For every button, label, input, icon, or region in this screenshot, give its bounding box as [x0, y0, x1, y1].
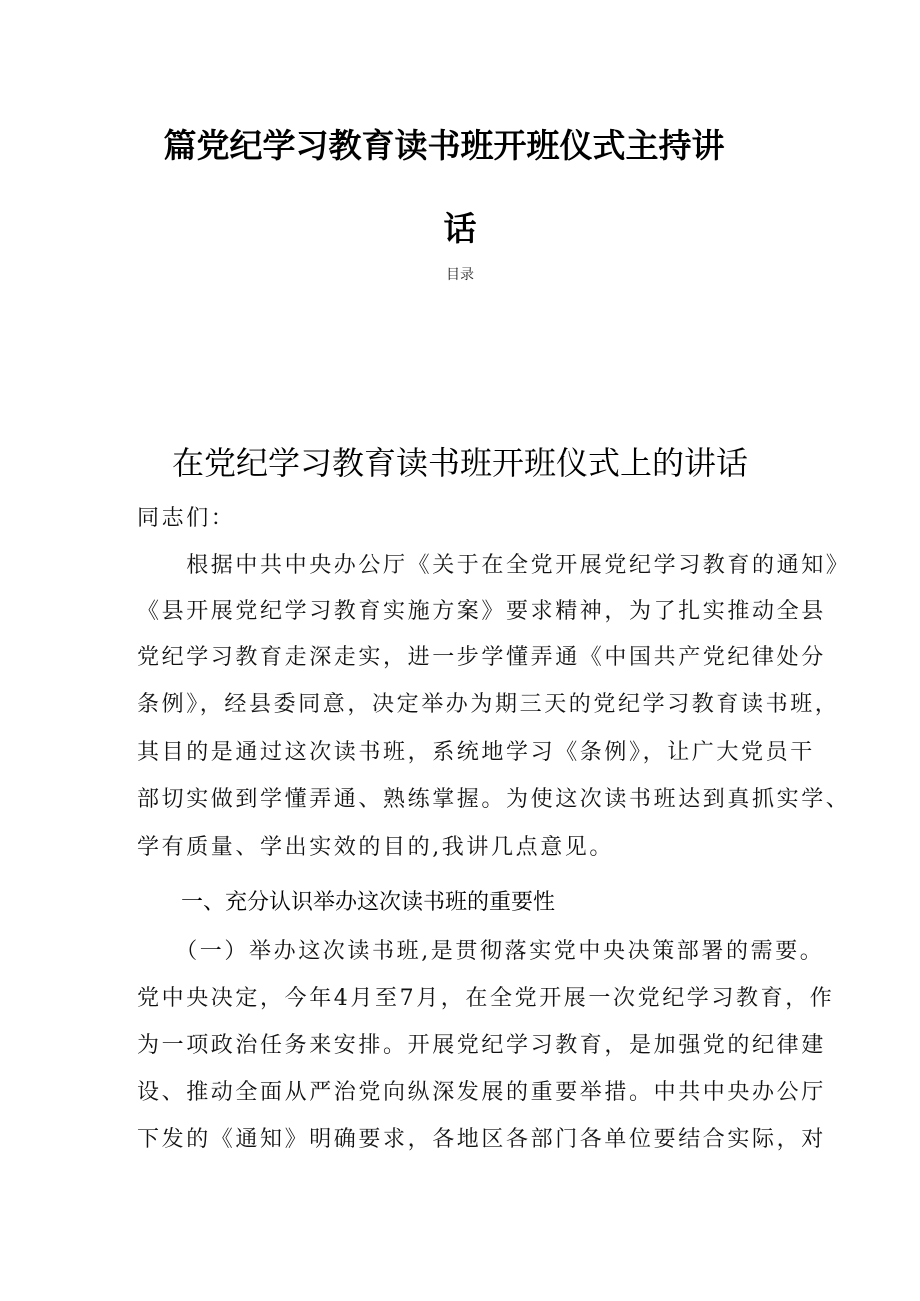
- paragraph-1-line: 学有质量、学出实效的目的,我讲几点意见。: [137, 835, 614, 860]
- paragraph-1-line: 《县开展党纪学习教育实施方案》要求精神，为了扎实推动全县: [137, 599, 826, 624]
- document-title-line-1: 篇党纪学习教育读书班开班仪式主持讲: [163, 126, 725, 165]
- paragraph-1-line: 根据中共中央办公厅《关于在全党开展党纪学习教育的通知》: [137, 553, 851, 578]
- speech-title: 在党纪学习教育读书班开班仪式上的讲话: [171, 444, 748, 482]
- paragraph-1-line: 条例》，经县委同意，决定举办为期三天的党纪学习教育读书班，: [137, 692, 840, 717]
- document-title-line-2: 话: [443, 209, 477, 248]
- paragraph-2-line: 为一项政治任务来安排。开展党纪学习教育，是加强党的纪律建: [137, 1033, 826, 1058]
- salutation: 同志们：: [137, 506, 236, 531]
- table-of-contents-label: 目录: [446, 267, 474, 283]
- paragraph-1-line: 其目的是通过这次读书班，系统地学习《条例》，让广大党员干: [137, 740, 815, 765]
- paragraph-2-line: 党中央决定，今年4月至7月，在全党开展一次党纪学习教育，作: [137, 986, 835, 1011]
- paragraph-2-line: 设、推动全面从严治党向纵深发展的重要举措。中共中央办公厅: [137, 1080, 826, 1105]
- paragraph-1-line: 党纪学习教育走深走实，进一步学懂弄通《中国共产党纪律处分: [137, 645, 826, 670]
- section-1-heading: 一、充分认识举办这次读书班的重要性: [181, 890, 556, 915]
- paragraph-1-line: 部切实做到学懂弄通、熟练掌握。为使这次读书班达到真抓实学、: [137, 787, 851, 812]
- paragraph-2-line: （一）举办这次读书班,是贯彻落实党中央决策部署的需要。: [137, 939, 825, 964]
- paragraph-2-line: 下发的《通知》明确要求，各地区各部门各单位要结合实际，对: [137, 1127, 826, 1152]
